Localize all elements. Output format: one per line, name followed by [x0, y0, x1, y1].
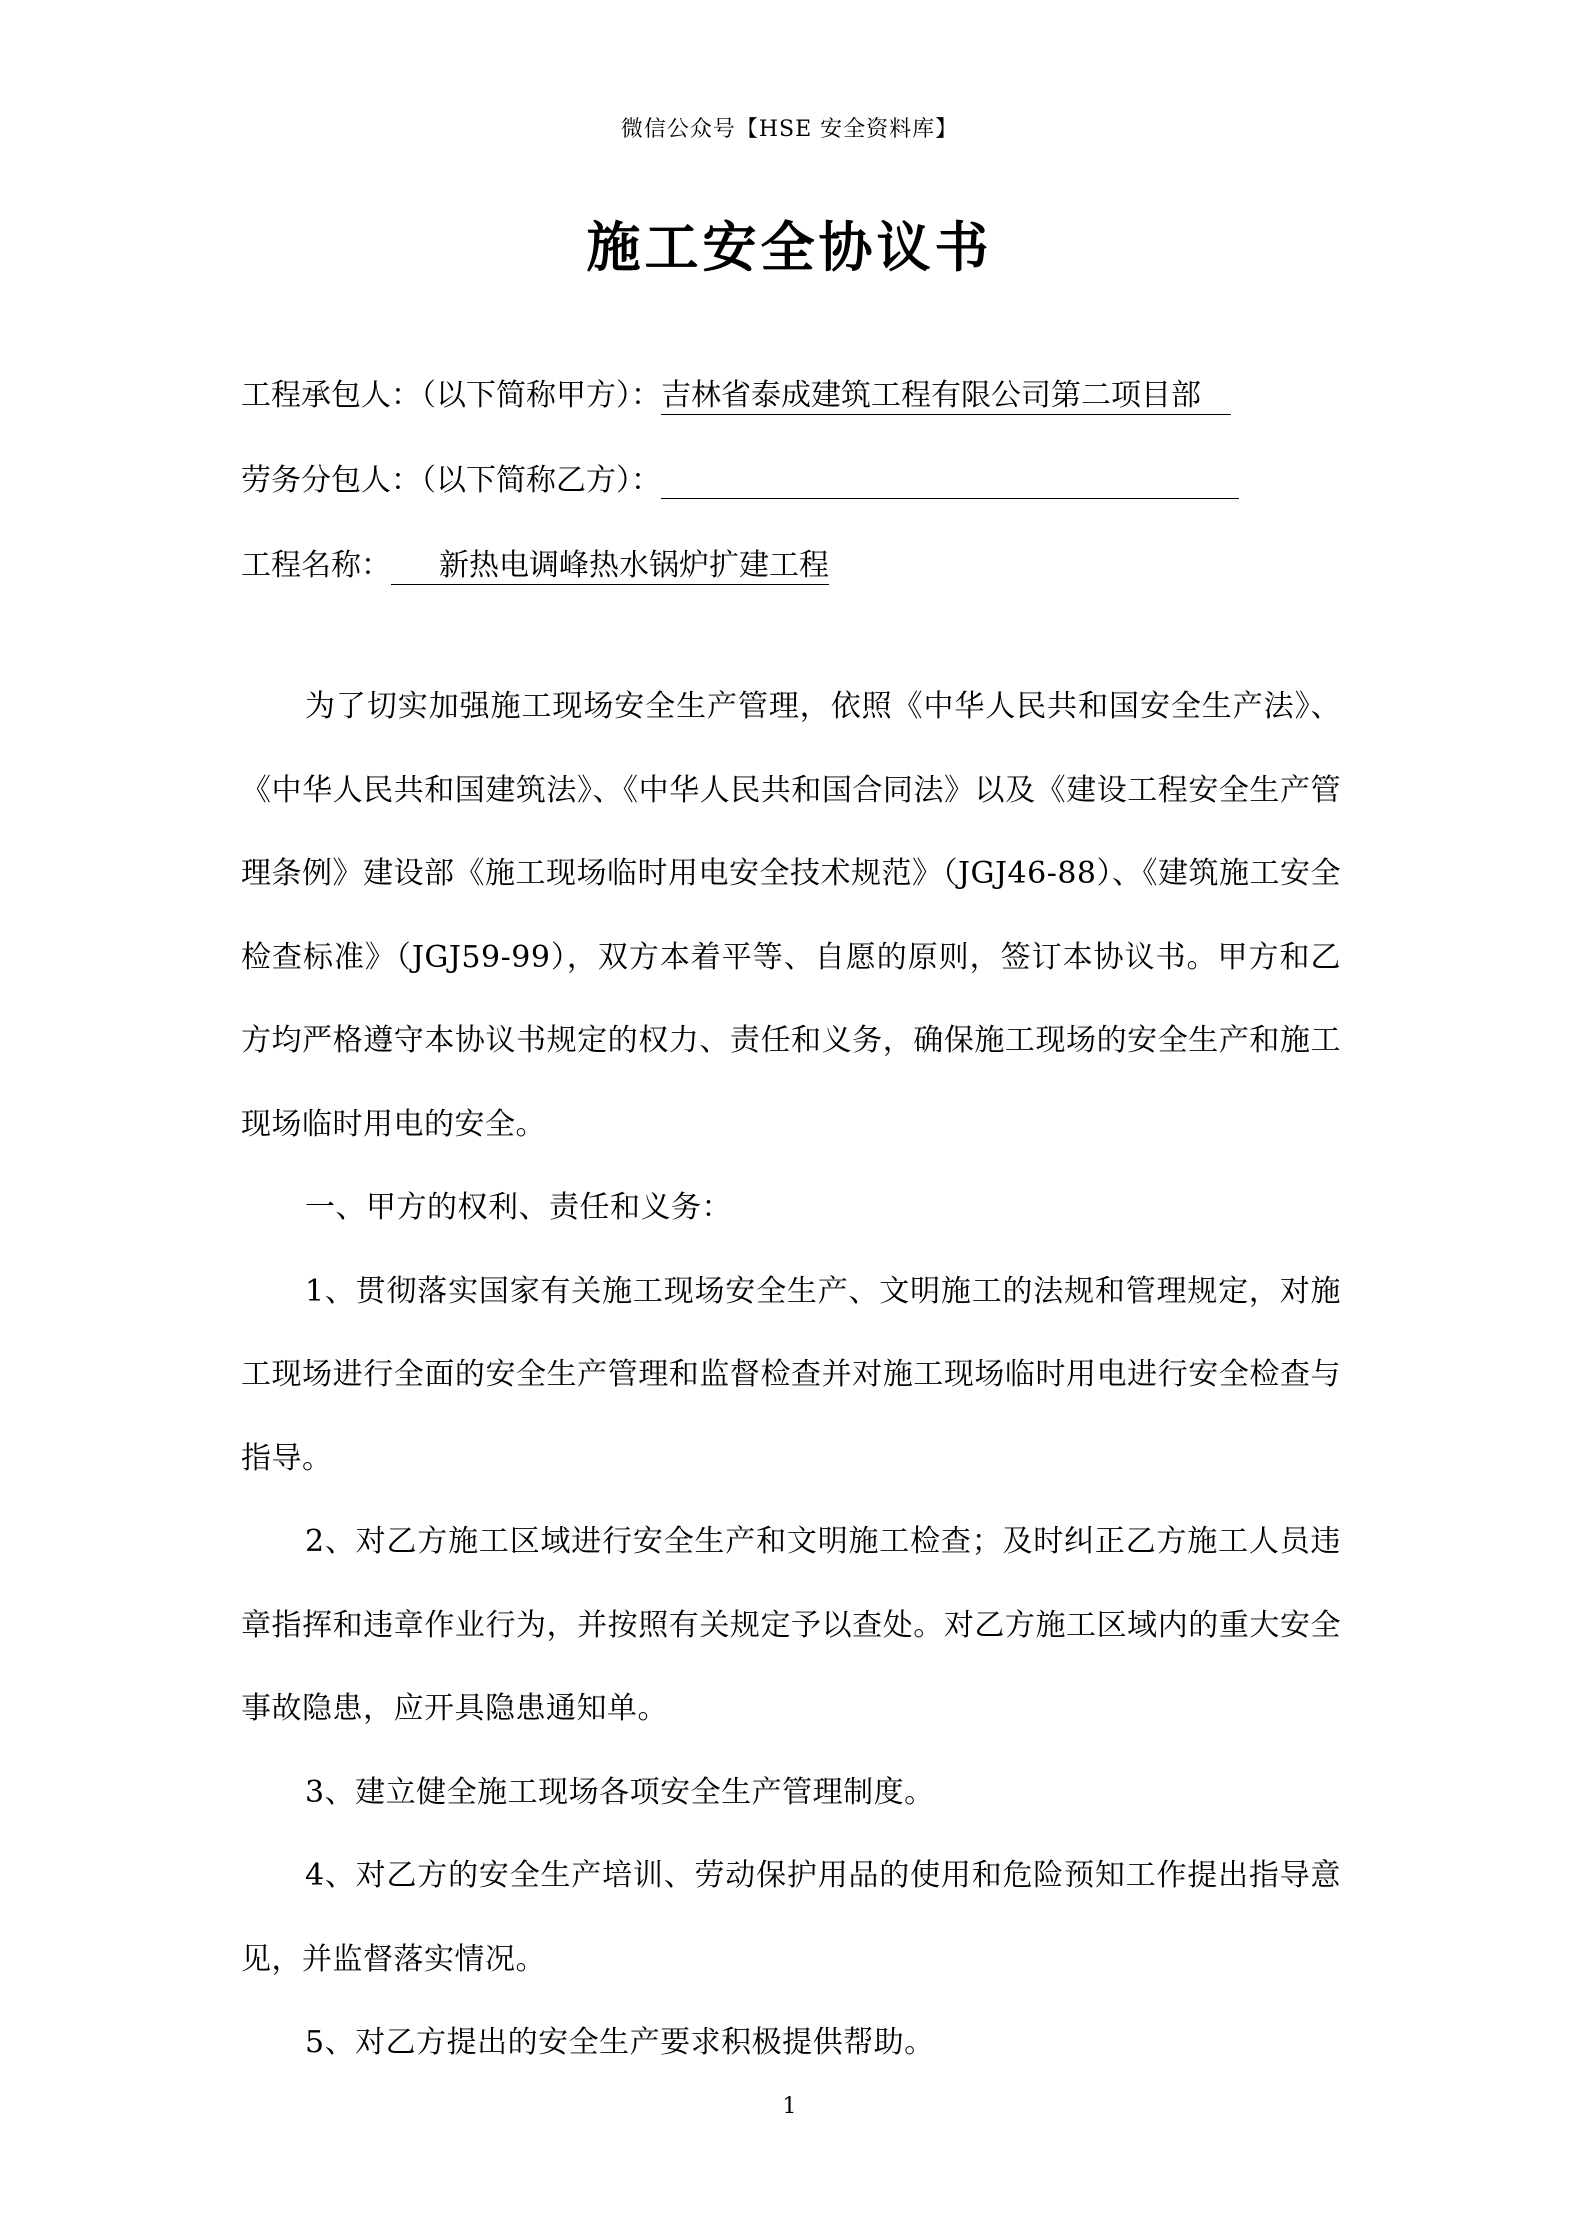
contractor-value: 吉林省泰成建筑工程有限公司第二项目部: [661, 379, 1231, 415]
project-field: [241, 540, 829, 585]
clause-4: 4、对乙方的安全生产培训、劳动保护用品的使用和危险预知工作提出指导意见，并监督落实情况。: [241, 1858, 1341, 1977]
project-value: 新热电调峰热水锅炉扩建工程: [391, 549, 829, 585]
subcontractor-value-blank: [661, 464, 1239, 499]
page-number: 1: [782, 2094, 797, 2119]
clause-2: 2、对乙方施工区域进行安全生产和文明施工检查；及时纠正乙方施工人员违章指挥和违章作业行为，并按照有关规定予以查处。对乙方施工区域内的重大安全事故隐患，应开具隐患通知单。: [241, 1524, 1341, 1726]
clause-3: 3、建立健全施工现场各项安全生产管理制度。: [305, 1774, 935, 1810]
contractor-field: [241, 370, 1231, 415]
clause-5: 5、对乙方提出的安全生产要求积极提供帮助。: [305, 2025, 935, 2060]
section-heading: 一、甲方的权利、责任和义务：: [305, 1190, 732, 1225]
contractor-label: 工程承包人：（以下简称甲方）：: [241, 378, 661, 413]
project-label: 工程名称：: [241, 548, 391, 583]
subcontractor-field: [241, 455, 1239, 499]
subcontractor-label: 劳务分包人：（以下简称乙方）：: [241, 463, 661, 498]
clause-1: 1、贯彻落实国家有关施工现场安全生产、文明施工的法规和管理规定，对施工现场进行全面的安全生产管理和监督检查并对施工现场临时用电进行安全检查与指导。: [241, 1273, 1341, 1476]
intro-paragraph: 为了切实加强施工现场安全生产管理，依照《中华人民共和国安全生产法》、《中华人民共和国建筑法》、《中华人民共和国合同法》以及《建设工程安全生产管理条例》建设部《施工现场临时用电安全技术规范》（JGJ46-88）、《建筑施工安全检查标准》（JGJ59-99），双方本着平等、自愿的原则，签订本协议书。甲方和乙方均严格遵守本协议书规定的权力、责任和义务，确保施工现场的安全生产和施工现场临时用电的安全。: [241, 689, 1342, 1142]
document-title: 施工安全协议书: [586, 215, 993, 279]
header-note: 微信公众号【HSE 安全资料库】: [620, 117, 959, 142]
document-body: [241, 665, 1341, 2085]
